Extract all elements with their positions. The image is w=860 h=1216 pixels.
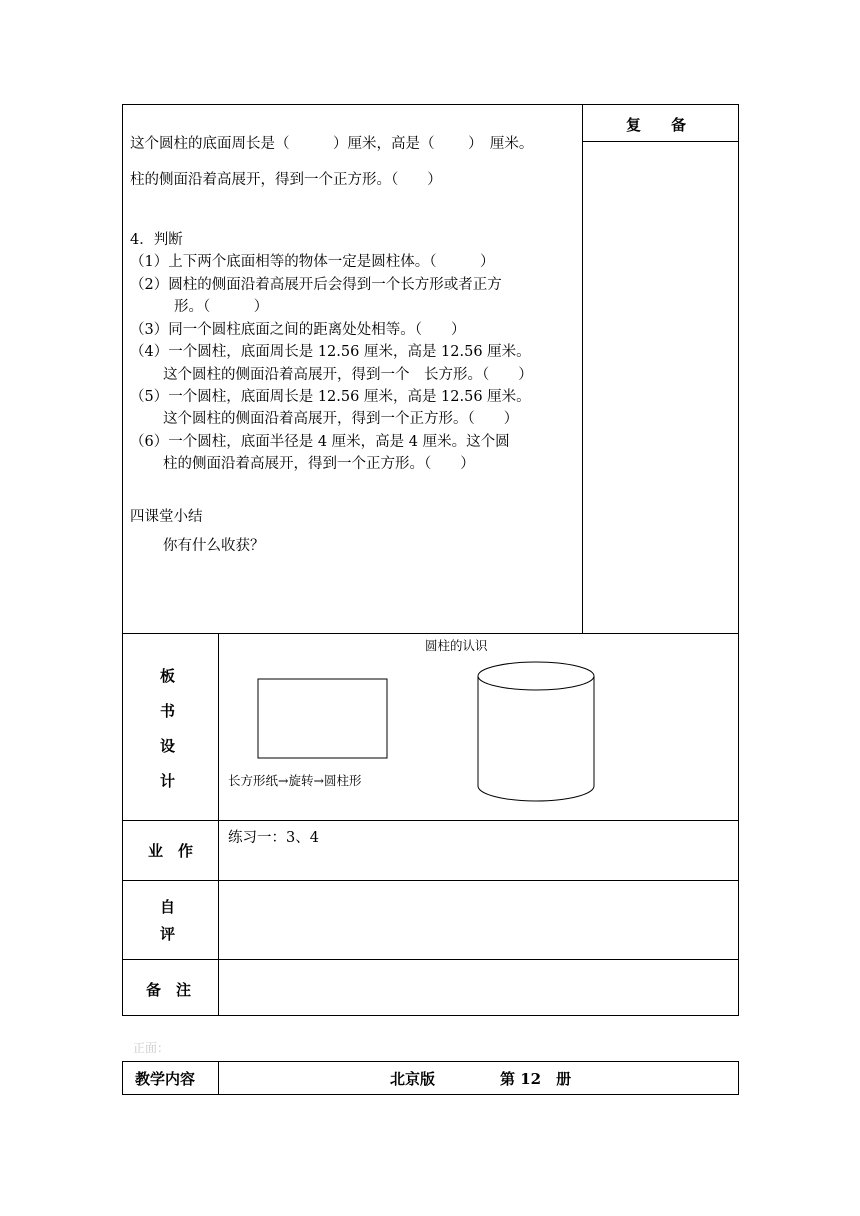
judge-item-6-cont: 柱的侧面沿着高展开，得到一个正方形。（ ）	[163, 456, 475, 472]
board-drawing	[218, 633, 738, 820]
row-divider-homework	[122, 820, 739, 821]
volume-text: 第 12 册	[500, 1070, 572, 1088]
judge-item-6: （6）一个圆柱，底面半径是 4 厘米，高是 4 厘米。这个圆	[130, 434, 510, 450]
cylinder-shape	[478, 662, 594, 801]
row-divider-selfeval	[122, 880, 739, 881]
table-top-border	[122, 104, 739, 105]
faint-note: 正面：	[133, 1041, 170, 1055]
bottom-table-top	[122, 1061, 739, 1062]
bottom-table-right	[738, 1061, 739, 1095]
judge-item-3: （3）同一个圆柱底面之间的距离处处相等。（ ）	[130, 322, 466, 338]
board-label-char-4: 计	[160, 772, 176, 790]
edition-text: 北京版	[390, 1070, 436, 1088]
review-header: 复 备	[626, 116, 687, 134]
teaching-content-label: 教学内容	[135, 1070, 196, 1088]
homework-content: 练习一：3、4	[228, 830, 319, 846]
row-divider-remarks	[122, 959, 739, 960]
judge-item-4: （4）一个圆柱，底面周长是 12.56 厘米，高是 12.56 厘米。	[130, 344, 531, 360]
board-caption: 长方形纸→旋转→圆柱形	[228, 773, 362, 788]
bottom-table-left	[122, 1061, 123, 1095]
board-label-char-3: 设	[160, 737, 176, 755]
bottom-table-bottom	[122, 1094, 739, 1095]
judge-item-2-cont: 形。（ ）	[174, 299, 269, 315]
review-header-divider	[582, 141, 739, 142]
homework-label: 业 作	[148, 842, 194, 860]
judge-item-5: （5）一个圆柱，底面周长是 12.56 厘米，高是 12.56 厘米。	[130, 389, 531, 405]
judge-item-5-cont: 这个圆柱的侧面沿着高展开，得到一个正方形。（ ）	[163, 411, 519, 427]
content-line-1: 这个圆柱的底面周长是（ ）厘米，高是（ ） 厘米。	[130, 136, 534, 152]
board-label-char-2: 书	[160, 702, 176, 720]
judge-heading: 4．判断	[130, 232, 183, 248]
table-bottom-border	[122, 1015, 739, 1016]
self-eval-label-char-2: 评	[160, 925, 176, 943]
summary-heading: 四课堂小结	[130, 509, 203, 525]
board-label-char-1: 板	[160, 667, 176, 685]
bottom-table-divider	[218, 1061, 219, 1095]
judge-item-4-cont: 这个圆柱的侧面沿着高展开，得到一个 长方形。（ ）	[163, 367, 533, 383]
judge-item-2: （2）圆柱的侧面沿着高展开后会得到一个长方形或者正方	[130, 277, 502, 293]
review-column-divider	[582, 104, 583, 633]
self-eval-label-char-1: 自	[160, 898, 176, 916]
content-line-2: 柱的侧面沿着高展开，得到一个正方形。（ ）	[130, 172, 442, 188]
remarks-label: 备 注	[146, 981, 192, 999]
summary-question: 你有什么收获？	[163, 538, 265, 554]
judge-item-1: （1）上下两个底面相等的物体一定是圆柱体。（ ）	[130, 254, 495, 270]
rectangle-paper-shape	[258, 679, 387, 758]
board-title: 圆柱的认识	[425, 638, 488, 653]
